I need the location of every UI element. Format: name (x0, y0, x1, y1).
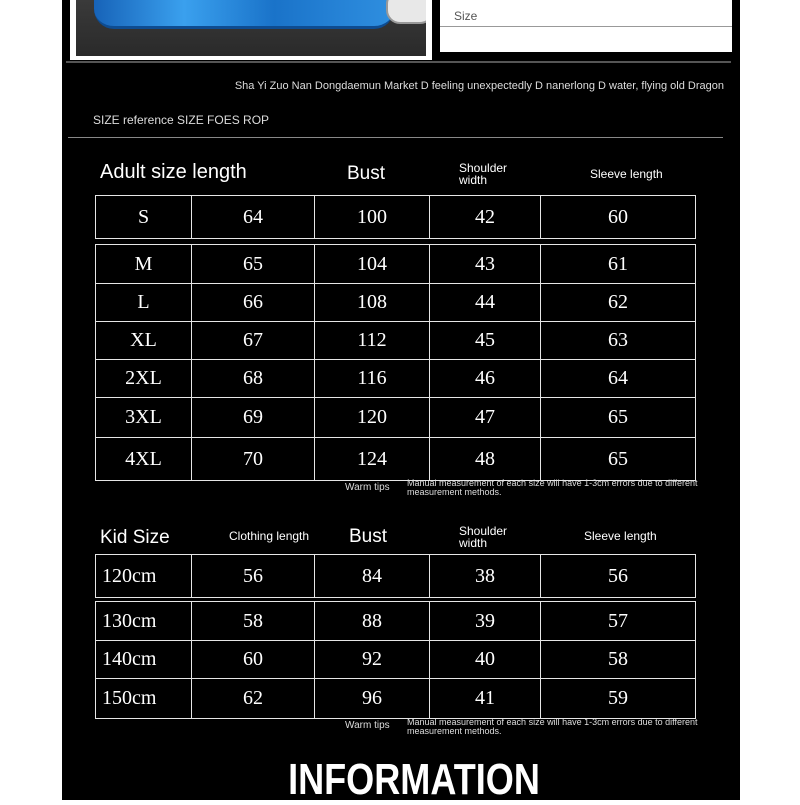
table-row (96, 398, 696, 438)
kid-warm-tips (345, 717, 725, 739)
sleeve-cell: 61 (541, 245, 696, 284)
size-cell: 120cm (96, 555, 192, 598)
length-cell: 58 (192, 602, 315, 641)
size-cell: 130cm (96, 602, 192, 641)
bust-cell: 92 (315, 641, 430, 679)
adult-header-bust: Bust (347, 163, 386, 184)
bust-cell: 96 (315, 679, 430, 719)
shoulder-cell: 47 (430, 398, 541, 438)
bust-cell: 88 (315, 602, 430, 641)
sleeve-cell: 63 (541, 322, 696, 360)
bust-cell: 108 (315, 284, 430, 322)
product-photo (70, 0, 432, 60)
table-row (96, 360, 696, 398)
product-caption: Sha Yi Zuo Nan Dongdaemun Market D feeling unexpectedly D nanerlong D water, flying old Dragon (234, 80, 724, 92)
shoulder-cell: 43 (430, 245, 541, 284)
adult-header-size-length: Adult size length (100, 161, 247, 183)
warm-tips-text: Manual measurement of each size will have 1-3cm errors due to different measurement methods. (407, 478, 698, 497)
length-cell: 69 (192, 398, 315, 438)
sleeve-cell: 65 (541, 398, 696, 438)
table-row (96, 284, 696, 322)
length-cell: 66 (192, 284, 315, 322)
table-row (96, 245, 696, 284)
shoulder-cell: 41 (430, 679, 541, 719)
warm-tips-label: Warm tips (345, 720, 390, 731)
length-cell: 68 (192, 360, 315, 398)
sleeve-cell: 57 (541, 602, 696, 641)
adult-size-table (95, 195, 696, 481)
table-row (96, 602, 696, 641)
shoe-image (386, 0, 426, 24)
table-row (96, 679, 696, 719)
size-cell: 140cm (96, 641, 192, 679)
length-cell: 70 (192, 438, 315, 481)
warm-tips-text: Manual measurement of each size will have 1-3cm errors due to different measurement methods. (407, 717, 698, 736)
divider (66, 61, 731, 63)
sleeve-cell: 59 (541, 679, 696, 719)
length-cell: 65 (192, 245, 315, 284)
information-title: INFORMATION (288, 755, 540, 804)
bust-cell: 116 (315, 360, 430, 398)
length-cell: 60 (192, 641, 315, 679)
bust-cell: 124 (315, 438, 430, 481)
shoulder-cell: 39 (430, 602, 541, 641)
adult-warm-tips (345, 478, 725, 500)
size-cell: 3XL (96, 398, 192, 438)
kid-header-clothing-length: Clothing length (229, 529, 310, 543)
bust-cell: 112 (315, 322, 430, 360)
shoulder-cell: 46 (430, 360, 541, 398)
shoulder-cell: 40 (430, 641, 541, 679)
adult-header-sleeve-length: Sleeve length (590, 167, 663, 181)
kid-header-bust: Bust (349, 526, 388, 547)
table-row (96, 555, 696, 598)
table-row (96, 196, 696, 239)
bust-cell: 120 (315, 398, 430, 438)
kid-size-table (95, 554, 696, 719)
length-cell: 67 (192, 322, 315, 360)
shoulder-cell: 44 (430, 284, 541, 322)
shoulder-cell: 48 (430, 438, 541, 481)
length-cell: 62 (192, 679, 315, 719)
size-cell: 2XL (96, 360, 192, 398)
adult-header-shoulder-width: Shoulder width (459, 161, 508, 187)
kid-header-sleeve-length: Sleeve length (584, 529, 657, 543)
sleeve-cell: 64 (541, 360, 696, 398)
size-label: Size (454, 9, 478, 23)
section-divider (68, 137, 723, 138)
bust-cell: 104 (315, 245, 430, 284)
length-cell: 56 (192, 555, 315, 598)
table-row (96, 438, 696, 481)
sleeve-cell: 65 (541, 438, 696, 481)
size-cell: S (96, 196, 192, 239)
sleeve-cell: 62 (541, 284, 696, 322)
table-row (96, 641, 696, 679)
size-reference-heading: SIZE reference SIZE FOES ROP (93, 113, 270, 127)
kid-header-size: Kid Size (100, 527, 170, 548)
length-cell: 64 (192, 196, 315, 239)
shoulder-cell: 38 (430, 555, 541, 598)
shoulder-cell: 45 (430, 322, 541, 360)
bust-cell: 84 (315, 555, 430, 598)
size-cell: 150cm (96, 679, 192, 719)
sleeve-cell: 60 (541, 196, 696, 239)
size-cell: XL (96, 322, 192, 360)
size-cell: L (96, 284, 192, 322)
size-selector-box (440, 0, 732, 52)
blue-jacket-image (94, 0, 394, 29)
warm-tips-label: Warm tips (345, 482, 390, 493)
sleeve-cell: 58 (541, 641, 696, 679)
shoulder-cell: 42 (430, 196, 541, 239)
kid-header-shoulder-width: Shoulder width (459, 524, 508, 550)
table-row (96, 322, 696, 360)
bust-cell: 100 (315, 196, 430, 239)
size-cell: 4XL (96, 438, 192, 481)
size-cell: M (96, 245, 192, 284)
sleeve-cell: 56 (541, 555, 696, 598)
